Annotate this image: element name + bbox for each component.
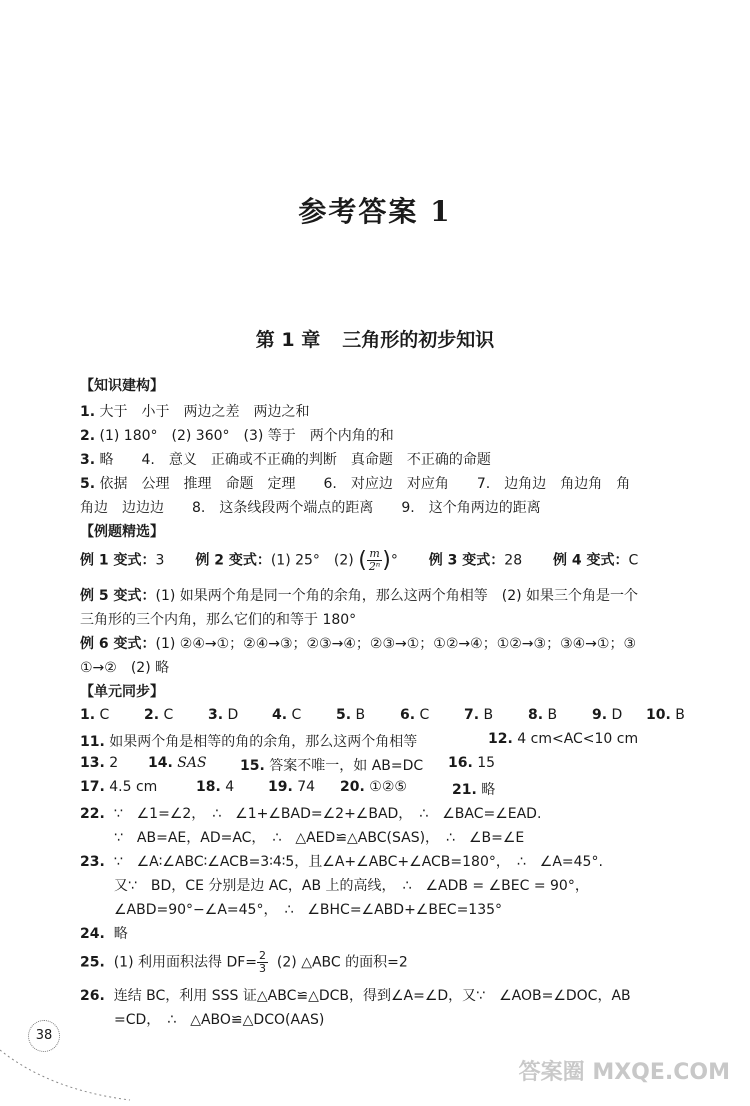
item-text: (1) 利用面积法得 DF= [113,954,258,971]
item-number: 23. [80,854,105,870]
answer-21 [452,779,495,799]
item-number: 19. [268,779,293,795]
item-text: 依据 公理 推理 命题 定理 6. 对应边 对应角 7. 边角边 角边角 角 [99,476,631,492]
item-text: (2) △ABC 的面积=2 [276,954,408,971]
item-text: 如果两个角是相等的角的余角，那么这两个角相等 [109,734,418,750]
page-title: 参考答案 1 [298,195,452,228]
item-text: ①②⑤ [369,779,407,795]
item-number: 20. [340,779,365,795]
choice: C [163,707,174,723]
item-number: 13. [80,755,105,771]
item-text: SAS [177,755,207,771]
fraction [257,950,268,975]
denominator: 3 [259,962,267,975]
label: 例 1 变式： [80,552,156,569]
item-number: 12. [488,731,513,747]
choice: D [227,707,239,723]
item-number: 6. [400,707,416,723]
item-number: 4. [272,707,288,723]
answer-ex1-4 [80,548,638,573]
item-text: 4.5 cm [109,779,158,795]
item-number: 3. [80,452,96,468]
item-text: 大于 小于 两边之差 两边之和 [99,404,310,420]
answer-22 [80,803,541,823]
answer-22-cont: ∵ AB=AE，AD=AC， ∴ △AED≌△ABC(SAS)， ∴ ∠B=∠E [114,830,525,846]
value: 3 [155,552,165,569]
numerator: 2 [259,949,267,962]
item-number: 16. [448,755,473,771]
item-text: 74 [297,779,316,795]
label: 例 3 变式： [428,552,505,569]
item-number: 2. [80,428,96,444]
answer-ex5 [80,585,638,605]
answer-26 [80,985,631,1005]
answer-k3 [80,449,491,469]
label: 例 5 变式： [80,588,156,604]
label: 例 4 变式： [553,552,629,569]
choice: C [99,707,110,723]
close-paren: ) [382,548,391,573]
item-number: 22. [80,806,105,822]
label: 例 2 变式： [195,552,271,569]
numerator: m [367,548,382,561]
answer-17 [80,779,157,795]
item-number: 3. [208,707,224,723]
answer-11 [80,731,417,751]
item-number: 5. [336,707,352,723]
choice: D [611,707,623,723]
item-number: 17. [80,779,105,795]
item-number: 14. [148,755,173,771]
page-corner-decoration [0,1020,140,1106]
chapter-heading [0,325,750,352]
item-text: (1) 180° (2) 360° (3) 等于 两个内角的和 [99,428,394,444]
section-unit-sync: 【单元同步】 [80,684,164,700]
answer-19 [268,779,315,795]
denominator: 2ⁿ [368,560,381,573]
item-number: 25. [80,954,105,971]
item-number: 9. [592,707,608,723]
answer-23-cont2: ∠ABD=90°−∠A=45°， ∴ ∠BHC=∠ABD+∠BEC=135° [114,902,503,918]
value: (1) ②④→①；②④→③；②③→④；②③→①；①②→④；①②→③；③④→①；③ [155,636,637,652]
answer-14 [148,755,207,771]
answer-ex6 [80,633,636,653]
answer-k2 [80,425,394,445]
answer-23 [80,851,603,871]
answer-ex6-cont: ①→② (2) 略 [80,660,170,676]
chapter-name: 三角形的初步知识 [342,329,495,351]
item-text: 略 [481,782,496,798]
watermark: 答案圈 MXQE.COM [518,1060,730,1085]
item-number: 1. [80,404,96,420]
item-number: 11. [80,734,105,750]
item-text: 连结 BC，利用 SSS 证△ABC≌△DCB，得到∠A=∠D，又∵ ∠AOB=∠DOC，AB [113,988,631,1004]
item-number: 26. [80,988,105,1004]
answer-12 [488,731,638,747]
item-number: 18. [196,779,221,795]
item-number: 5. [80,476,96,492]
section-knowledge: 【知识建构】 [80,378,164,394]
value: (1) 如果两个角是同一个角的余角，那么这两个角相等 (2) 如果三个角是一个 [155,588,639,604]
item-text: 15 [477,755,496,771]
item-text: 4 cm<AC<10 cm [517,731,639,747]
item-text: ∵ ∠A∶∠ABC∶∠ACB=3∶4∶5，且∠A+∠ABC+∠ACB=180°， ∴ ∠A=45°. [113,854,603,870]
answer-13 [80,755,118,771]
item-text: 略 [113,926,128,942]
item-text: 4 [225,779,235,795]
item-number: 1. [80,707,96,723]
answer-ex5-cont: 三角形的三个内角，那么它们的和等于 180° [80,612,357,628]
choice: B [483,707,494,723]
item-number: 21. [452,782,477,798]
answer-k1 [80,401,310,421]
page-number: 38 [28,1020,60,1052]
item-number: 15. [240,758,265,774]
item-text: 略 4. 意义 正确或不正确的判断 真命题 不正确的命题 [99,452,491,468]
fraction [367,548,382,573]
answer-23-cont1: 又∵ BD，CE 分别是边 AC，AB 上的高线， ∴ ∠ADB = ∠BEC = 90°， [114,878,589,894]
label: 例 6 变式： [80,636,156,652]
answer-18 [196,779,234,795]
item-number: 7. [464,707,480,723]
item-number: 24. [80,926,105,942]
choice: C [291,707,302,723]
value: 28 [504,552,523,569]
section-examples: 【例题精选】 [80,524,164,540]
answer-15 [240,755,423,775]
answer-k5-cont: 角边 边边边 8. 这条线段两个端点的距离 9. 这个角两边的距离 [80,500,541,516]
item-number: 10. [646,707,671,723]
item-text: ∵ ∠1=∠2， ∴ ∠1+∠BAD=∠2+∠BAD， ∴ ∠BAC=∠EAD. [113,806,542,822]
open-paren: ( [358,548,367,573]
choice: B [355,707,366,723]
item-number: 2. [144,707,160,723]
answer-26-cont: =CD， ∴ △ABO≌△DCO(AAS) [114,1012,325,1028]
item-text: 2 [109,755,119,771]
chapter-number: 第 1 章 [255,329,321,351]
choice: C [419,707,430,723]
item-number: 8. [528,707,544,723]
answer-25 [80,950,408,975]
value: (1) 25° (2) [270,552,354,569]
answer-20 [340,779,407,795]
answer-16 [448,755,495,771]
degree: ° [390,552,398,569]
answer-k5 [80,473,630,493]
choice: B [547,707,558,723]
choice: B [675,707,685,723]
item-text: 答案不唯一，如 AB=DC [269,758,424,774]
value: C [628,552,639,569]
answer-24 [80,923,128,943]
